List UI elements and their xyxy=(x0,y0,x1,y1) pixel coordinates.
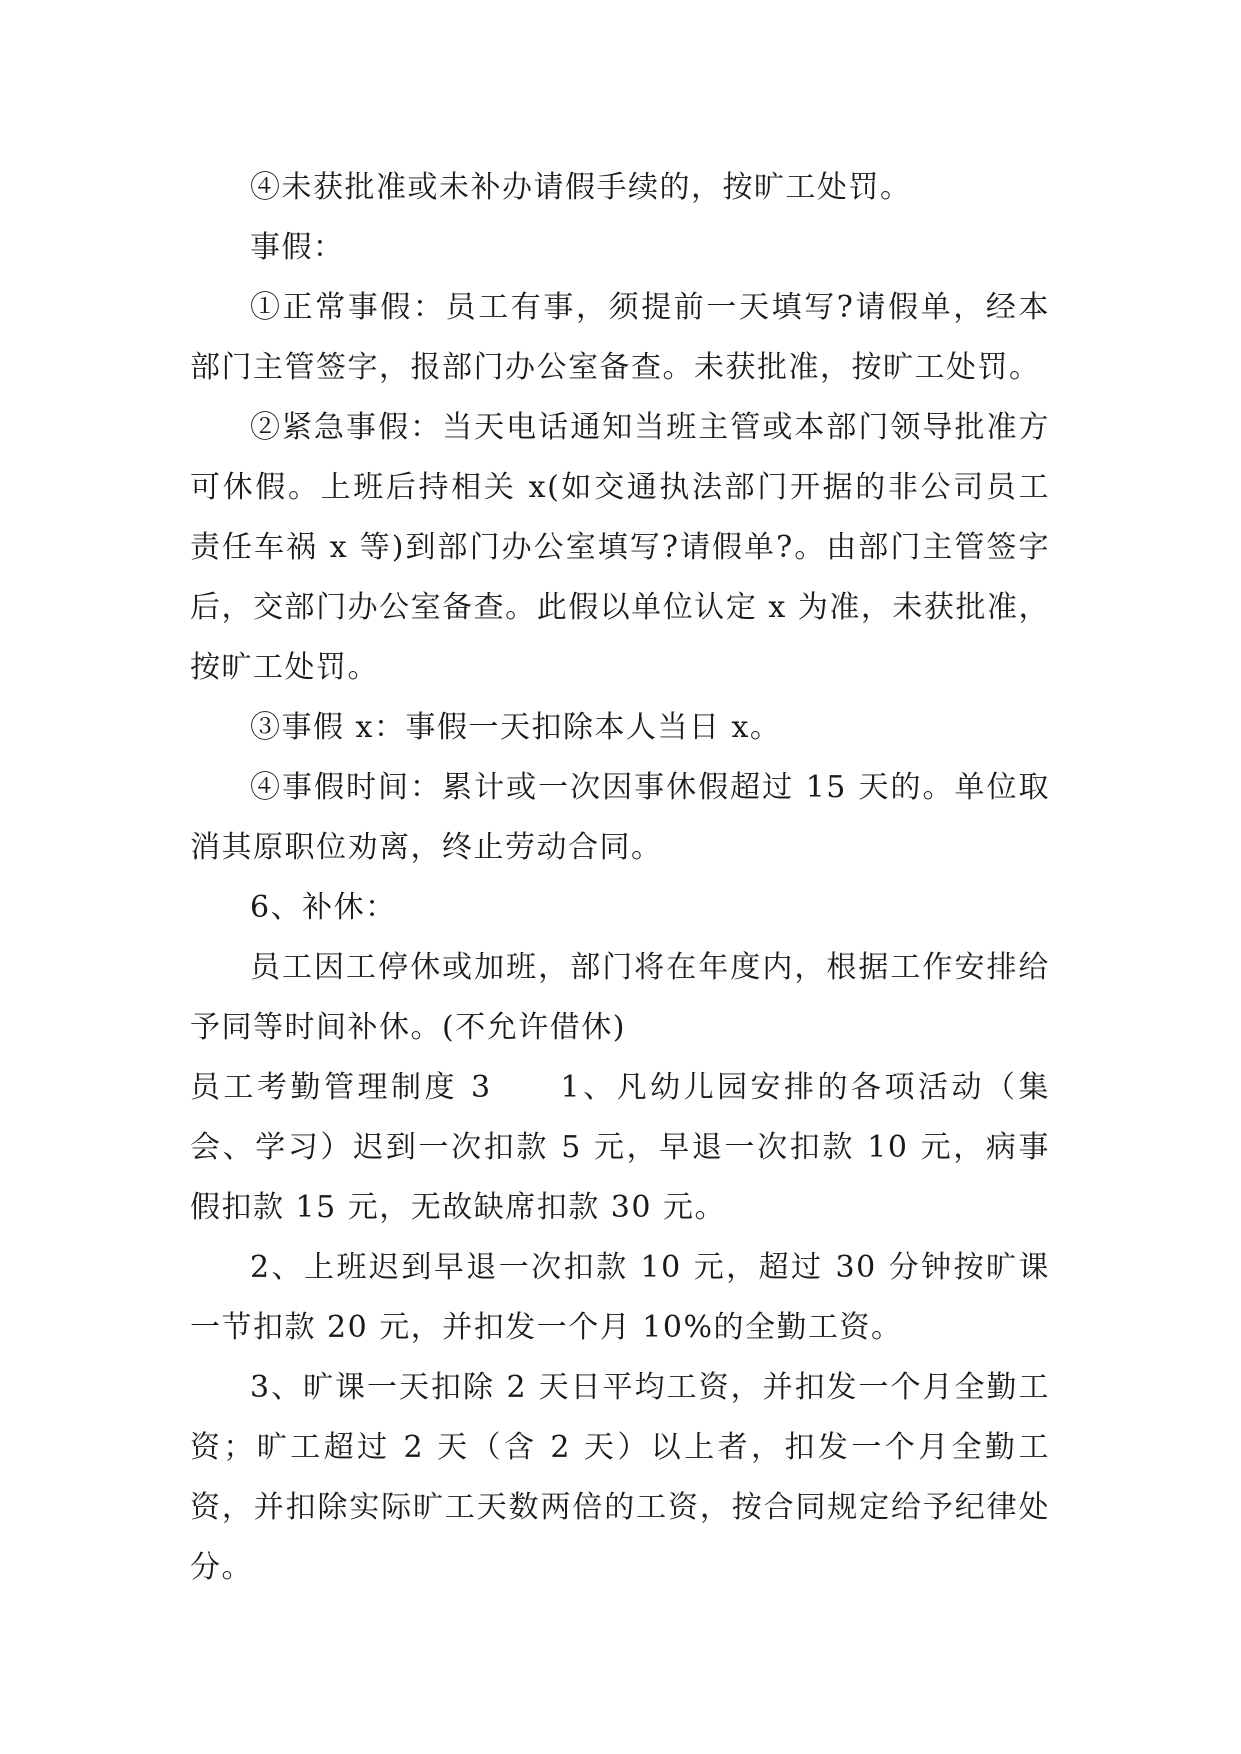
paragraph: ①正常事假：员工有事，须提前一天填写?请假单，经本部门主管签字，报部门办公室备查。未获批准，按旷工处罚。 xyxy=(190,290,1050,385)
paragraph: 2、上班迟到早退一次扣款 10 元，超过 30 分钟按旷课一节扣款 20 元，并扣发一个月 10%的全勤工资。 xyxy=(190,1250,1050,1345)
section-heading-compensatory-leave: 6、补休： xyxy=(250,890,397,925)
paragraph: 3、旷课一天扣除 2 天日平均工资，并扣发一个月全勤工资；旷工超过 2 天（含 2 天）以上者，扣发一个月全勤工资，并扣除实际旷工天数两倍的工资，按合同规定给予纪律处分。 xyxy=(190,1370,1050,1585)
section-heading-personal-leave: 事假： xyxy=(250,230,345,265)
document-page xyxy=(190,158,1050,1598)
paragraph: ④事假时间：累计或一次因事休假超过 15 天的。单位取消其原职位劝离，终止劳动合同。 xyxy=(190,770,1050,865)
section-heading-attendance-policy-3: 员工考勤管理制度 3 1、凡幼儿园安排的各项活动（集会、学习）迟到一次扣款 5 元，早退一次扣款 10 元，病事假扣款 15 元，无故缺席扣款 30 元。 xyxy=(190,1070,1050,1225)
paragraph: ②紧急事假：当天电话通知当班主管或本部门领导批准方可休假。上班后持相关 x(如交通执法部门开据的非公司员工责任车祸 x 等)到部门办公室填写?请假单?。由部门主管签字后，交部门办公室备查。此假以单位认定 x 为准，未获批准，按旷工处罚。 xyxy=(190,410,1050,685)
paragraph: ④未获批准或未补办请假手续的，按旷工处罚。 xyxy=(250,170,912,205)
paragraph: ③事假 x：事假一天扣除本人当日 x。 xyxy=(250,710,782,745)
paragraph: 员工因工停休或加班，部门将在年度内，根据工作安排给予同等时间补休。(不允许借休) xyxy=(190,950,1050,1045)
